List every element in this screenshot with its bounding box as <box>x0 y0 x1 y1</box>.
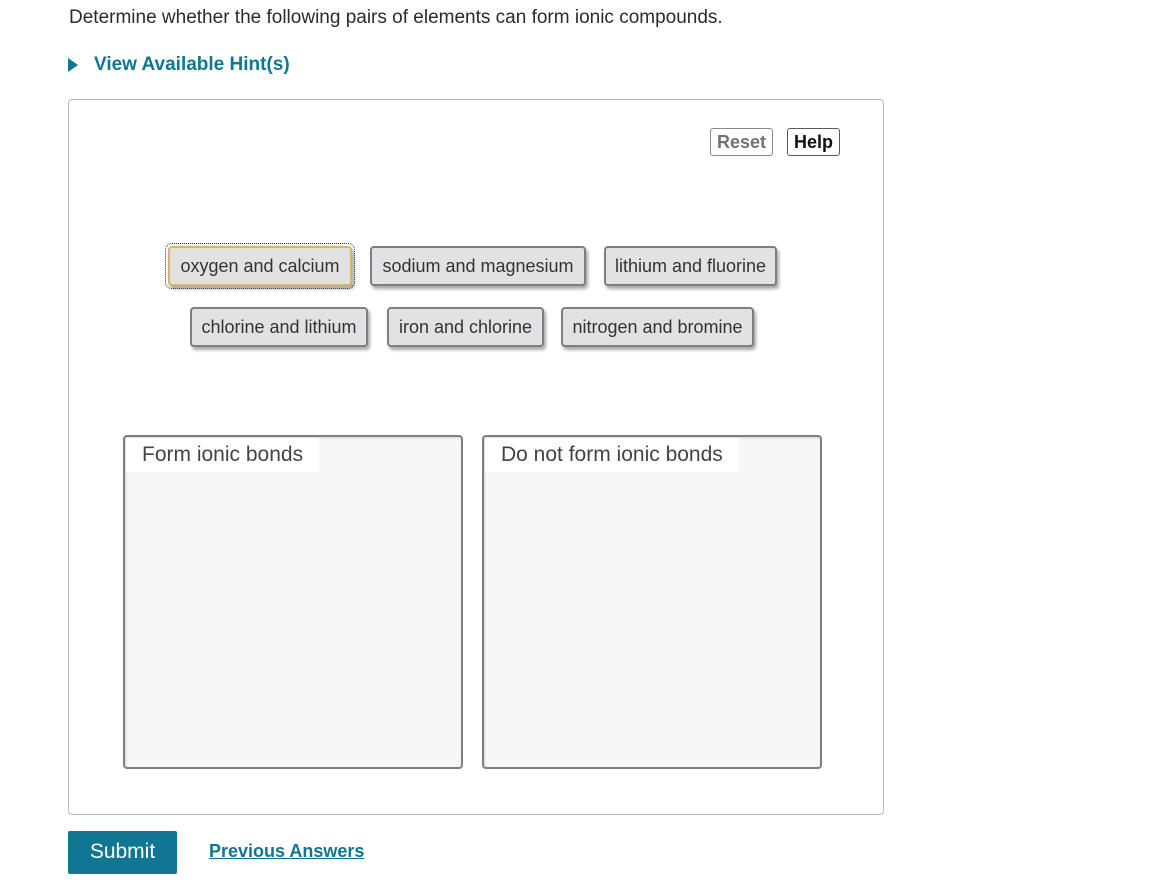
draggable-item-sodium-magnesium[interactable]: sodium and magnesium <box>370 246 586 286</box>
drag-drop-panel <box>68 99 884 815</box>
reset-button[interactable]: Reset <box>710 128 773 156</box>
view-hints-toggle[interactable] <box>68 54 290 76</box>
question-prompt: Determine whether the following pairs of elements can form ionic compounds. <box>69 7 723 28</box>
previous-answers-link[interactable]: Previous Answers <box>209 841 365 861</box>
draggable-item-chlorine-lithium[interactable]: chlorine and lithium <box>190 307 368 347</box>
view-hints-label: View Available Hint(s) <box>94 54 290 75</box>
drop-zone-form-ionic-bonds[interactable] <box>123 435 463 769</box>
draggable-item-lithium-fluorine[interactable]: lithium and fluorine <box>604 246 777 286</box>
triangle-right-icon <box>68 58 78 72</box>
submit-button[interactable]: Submit <box>68 831 177 874</box>
draggable-item-nitrogen-bromine[interactable]: nitrogen and bromine <box>561 307 754 347</box>
drop-zone-label: Do not form ionic bonds <box>485 438 739 472</box>
drop-zone-label: Form ionic bonds <box>126 438 319 472</box>
drop-zone-do-not-form-ionic-bonds[interactable] <box>482 435 822 769</box>
help-button[interactable]: Help <box>787 128 840 156</box>
draggable-item-oxygen-calcium[interactable]: oxygen and calcium <box>168 246 352 286</box>
draggable-item-iron-chlorine[interactable]: iron and chlorine <box>387 307 544 347</box>
